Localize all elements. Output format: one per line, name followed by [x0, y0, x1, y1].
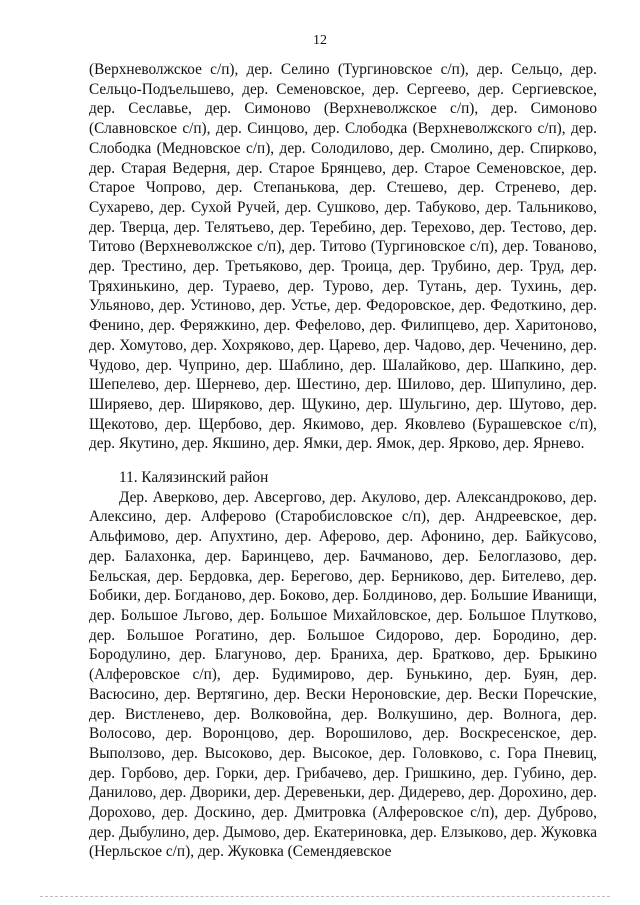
village-list-paragraph: (Верхневолжское с/п), дер. Селино (Тургиновское с/п), дер. Сельцо, дер. Сельцо-Подъельшево, дер. Семеновское, дер. Сергеево, дер. Сергиевское, дер. Сеславье, дер. Симоново (Верхневолжское с/п), дер. Симоново (Славновское с/п), дер. Синцово, дер. Слободка (Верхневолжского с/п), дер. Слободка (Медновское с/п), дер. Солодилово, дер. Смолино, дер. Спирково, дер. Старая Ведерня, дер. Старое Брянцево, дер. Старое Семеновское, дер. Старое Чопрово, дер. Степанькова, дер. Стешево, дер. Стренево, дер. Сухарево, дер. Сухой Ручей, дер. Сушково, дер. Табуково, дер. Тальниково, дер. Тверца, дер. Телятьево, дер. Теребино, дер. Терехово, дер. Тестово, дер. Титово (Верхневолжское с/п), дер. Титово (Тургиновское с/п), дер. Тованово, дер. Трестино, дер. Третьяково, дер. Троица, дер. Трубино, дер. Труд, дер. Тряхинькино, дер. Тураево, дер. Турово, дер. Тутань, дер. Тухинь, дер. Ульяново, дер. Устиново, дер. Устье, дер. Федоровское, дер. Федоткино, дер. Фенино, дер. Феряжкино, дер. Фефелово, дер. Филипцево, дер. Харитоново, дер. Хомутово, дер. Хохряково, дер. Царево, дер. Чадово, дер. Чеченино, дер. Чудово, дер. Чуприно, дер. Шаблино, дер. Шалайково, дер. Шапкино, дер. Шепелево, дер. Шернево, дер. Шестино, дер. Шилово, дер. Шипулино, дер. Ширяево, дер. Ширяково, дер. Щукино, дер. Шульгино, дер. Шутово, дер. Щекотово, дер. Щербово, дер. Якимово, дер. Яковлево (Бурашевское с/п), дер. Якутино, дер. Якшино, дер. Ямки, дер. Ямок, дер. Ярково, дер. Ярнево. — [89, 61, 597, 453]
page-number: 12 — [313, 33, 327, 48]
section-heading: 11. Калязинский район — [119, 469, 269, 487]
document-body — [89, 60, 597, 862]
scan-bottom-edge — [40, 896, 610, 897]
village-list-paragraph-kalyazin: Дер. Аверково, дер. Авсергово, дер. Акулово, дер. Александроково, дер. Алексино, дер. Алферово (Старобисловское с/п), дер. Андреевское, дер. Альфимово, дер. Апухтино, дер. Аферово, дер. Афонино, дер. Байкусово, дер. Балахонка, дер. Баринцево, дер. Бачманово, дер. Белоглазово, дер. Бельская, дер. Бердовка, дер. Берегово, дер. Берниково, дер. Бителево, дер. Бобики, дер. Богданово, дер. Боково, дер. Болдиново, дер. Большие Иванищи, дер. Большое Льгово, дер. Большое Михайловское, дер. Большое Плутково, дер. Большое Рогатино, дер. Большое Сидорово, дер. Бородино, дер. Бородулино, дер. Благуново, дер. Браниха, дер. Братково, дер. Брыкино (Алферовское с/п), дер. Будимирово, дер. Бунькино, дер. Буян, дер. Васюсино, дер. Вертягино, дер. Вески Нероновские, дер. Вески Поречские, дер. Вистленево, дер. Волковойна, дер. Волкушино, дер. Волнога, дер. Волосово, дер. Воронцово, дер. Ворошилово, дер. Воскресенское, дер. Выползово, дер. Высоково, дер. Высокое, дер. Головково, с. Гора Пневиц, дер. Горбово, дер. Горки, дер. Грибачево, дер. Гришкино, дер. Губино, дер. Данилово, дер. Дворики, дер. Деревеньки, дер. Дидерево, дер. Дорохино, дер. Дорохово, дер. Доскино, дер. Дмитровка (Алферовское с/п), дер. Дуброво, дер. Дыбулино, дер. Дымово, дер. Екатериновка, дер. Елзыково, дер. Жуковка (Нерльское с/п), дер. Жуковка (Семендяевское — [89, 488, 597, 861]
